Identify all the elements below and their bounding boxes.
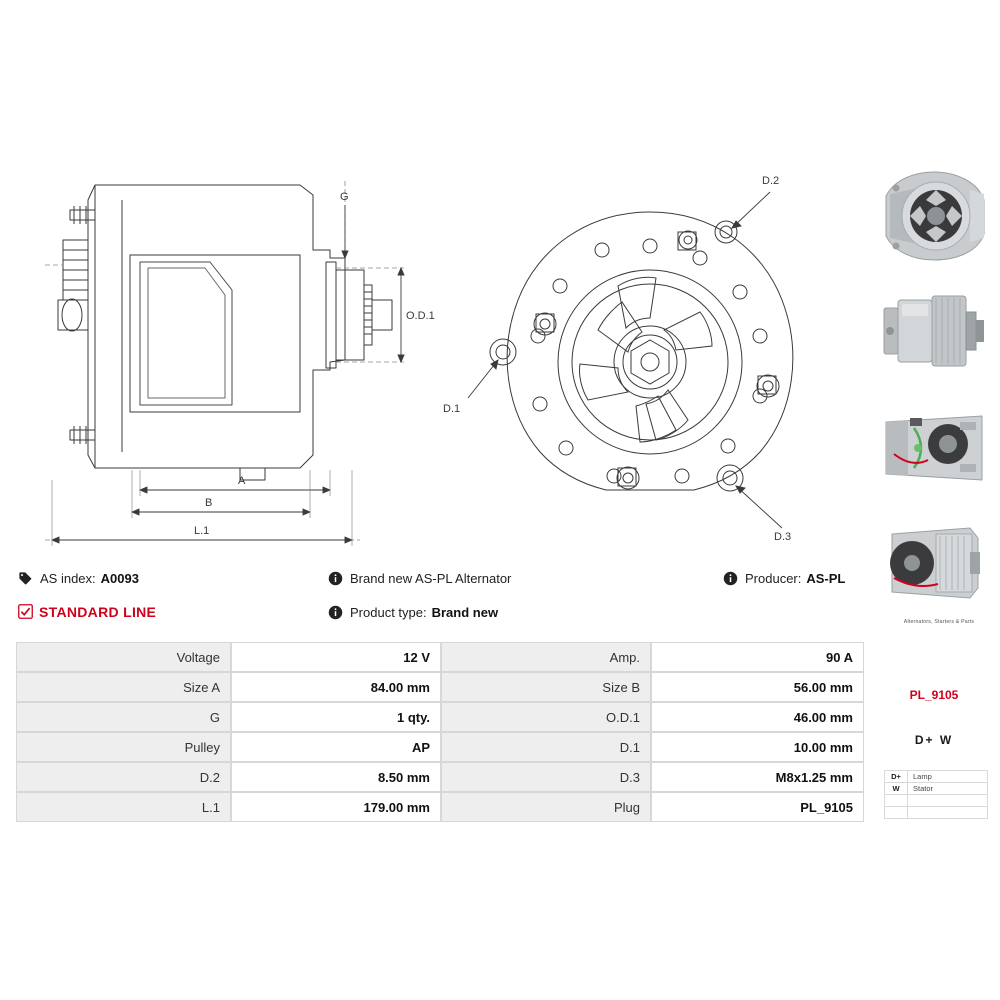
spec-key-right: D.1 — [441, 732, 651, 762]
spec-value-right: 90 A — [651, 642, 864, 672]
plug-pin: D+ — [885, 771, 908, 782]
as-index-label: AS index: — [40, 570, 96, 586]
spec-value-right: M8x1.25 mm — [651, 762, 864, 792]
drawing-svg — [0, 0, 870, 550]
spec-key-right: Size B — [441, 672, 651, 702]
spec-value-right: 56.00 mm — [651, 672, 864, 702]
svg-text:G: G — [340, 191, 349, 203]
plug-pinout-table — [884, 770, 988, 819]
info-icon — [328, 605, 343, 620]
plug-row — [884, 770, 988, 782]
product-photo-2[interactable] — [874, 276, 994, 386]
plug-pin-name: Lamp — [913, 772, 932, 781]
spec-table — [16, 642, 864, 822]
alternator-photo-front — [874, 160, 994, 270]
svg-text:D.3: D.3 — [774, 531, 792, 543]
spec-value-left: 1 qty. — [231, 702, 441, 732]
spec-value-right: 10.00 mm — [651, 732, 864, 762]
technical-drawings — [0, 0, 870, 550]
spec-key-left: Pulley — [16, 732, 231, 762]
product-type-value: Brand new — [431, 604, 499, 620]
spec-key-right: D.3 — [441, 762, 651, 792]
alternator-photo-side — [874, 276, 994, 386]
info-row-1 — [18, 565, 863, 591]
info-icon — [723, 571, 738, 586]
spec-value-left: 12 V — [231, 642, 441, 672]
table-row — [16, 702, 864, 732]
standard-line-text — [18, 604, 156, 620]
spec-value-left: 84.00 mm — [231, 672, 441, 702]
product-photo-4[interactable] — [874, 508, 994, 618]
spec-key-left: Voltage — [16, 642, 231, 672]
logo-subtitle: Alternators, Starters & Parts — [903, 619, 975, 625]
spec-key-left: Size A — [16, 672, 231, 702]
info-icon — [328, 571, 343, 586]
as-index-value: A0093 — [100, 570, 139, 586]
spec-key-left: L.1 — [16, 792, 231, 822]
brand-new-text: Brand new AS-PL Alternator — [350, 570, 512, 586]
table-row — [16, 762, 864, 792]
standard-line-label: STANDARD LINE — [39, 604, 157, 620]
plug-pin — [885, 807, 908, 818]
check-box-icon — [18, 604, 33, 619]
spec-value-left: 179.00 mm — [231, 792, 441, 822]
product-photo-1[interactable] — [874, 160, 994, 270]
standard-line-badge — [18, 604, 328, 620]
spec-key-right: O.D.1 — [441, 702, 651, 732]
svg-text:L.1: L.1 — [194, 525, 210, 537]
alternator-photo-rear — [874, 392, 994, 502]
product-type-block — [328, 605, 723, 620]
spec-key-left: G — [16, 702, 231, 732]
svg-text:D.2: D.2 — [762, 175, 780, 187]
plug-pin-name: Stator — [913, 784, 934, 793]
terminal-labels: D+ W — [914, 733, 954, 747]
plug-pin — [885, 795, 908, 806]
spec-key-right: Plug — [441, 792, 651, 822]
plug-code: PL_9105 — [909, 688, 959, 702]
info-row-2 — [18, 599, 863, 625]
producer-value: AS-PL — [806, 570, 846, 586]
tag-icon — [18, 571, 33, 586]
svg-text:D.1: D.1 — [443, 403, 461, 415]
producer-label: Producer: — [745, 570, 802, 586]
table-row — [16, 732, 864, 762]
product-photo-3[interactable] — [874, 392, 994, 502]
product-info — [18, 565, 863, 627]
spec-value-right: 46.00 mm — [651, 702, 864, 732]
alternator-photo-angle — [874, 508, 994, 618]
plug-pin: W — [885, 783, 908, 794]
spec-value-left: 8.50 mm — [231, 762, 441, 792]
table-row — [16, 792, 864, 822]
table-row — [16, 672, 864, 702]
spec-key-left: D.2 — [16, 762, 231, 792]
spec-value-left: AP — [231, 732, 441, 762]
plug-row — [884, 782, 988, 794]
spec-value-right: PL_9105 — [651, 792, 864, 822]
table-row — [16, 642, 864, 672]
spec-key-right: Amp. — [441, 642, 651, 672]
svg-text:A: A — [238, 475, 246, 487]
plug-row-empty — [884, 794, 988, 806]
brand-new-block — [328, 571, 723, 586]
product-photos — [874, 160, 994, 624]
plug-row-empty — [884, 806, 988, 819]
svg-text:O.D.1: O.D.1 — [406, 310, 435, 322]
producer-block — [723, 571, 863, 586]
product-type-label: Product type: — [350, 604, 427, 620]
as-index-block — [18, 571, 328, 586]
svg-text:B: B — [205, 497, 213, 509]
